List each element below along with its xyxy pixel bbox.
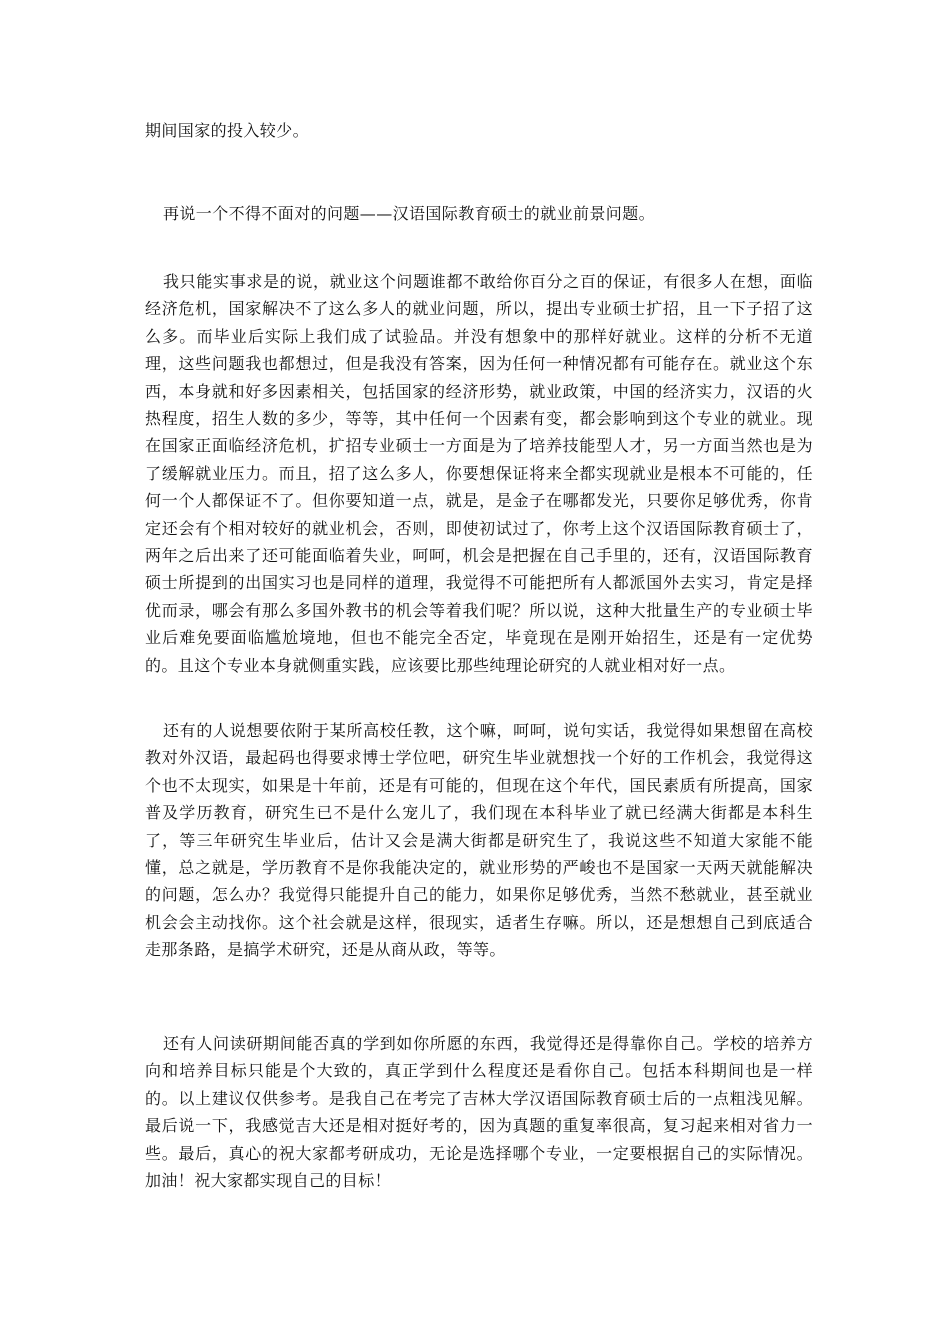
paragraph-employment-prospects: 我只能实事求是的说，就业这个问题谁都不敢给你百分之百的保证，有很多人在想，面临经济危机，国家解决不了这么多人的就业问题，所以，提出专业硕士扩招，且一下子招了这么多。而毕业后实际上我们成了试验品。并没有想象中的那样好就业。这样的分析不无道理，这些问题我也都想过，但是我没有答案，因为任何一种情况都有可能存在。就业这个东西，本身就和好多因素相关，包括国家的经济形势，就业政策，中国的经济实力，汉语的火热程度，招生人数的多少，等等，其中任何一个因素有变，都会影响到这个专业的就业。现在国家正面临经济危机，扩招专业硕士一方面是为了培养技能型人才，另一方面当然也是为了缓解就业压力。而且，招了这么多人，你要想保证将来全都实现就业是根本不可能的，任何一个人都保证不了。但你要知道一点，就是，是金子在哪都发光，只要你足够优秀，你肯定还会有个相对较好的就业机会，否则，即使初试过了，你考上这个汉语国际教育硕士了，两年之后出来了还可能面临着失业，呵呵，机会是把握在自己手里的，还有，汉语国际教育硕士所提到的出国实习也是同样的道理，我觉得不可能把所有人都派国外去实习，肯定是择优而录，哪会有那么多国外教书的机会等着我们呢？所以说，这种大批量生产的专业硕士毕业后难免要面临尴尬境地，但也不能完全否定，毕竟现在是刚开始招生，还是有一定优势的。且这个专业本身就侧重实践，应该要比那些纯理论研究的人就业相对好一点。	[145, 272, 813, 675]
paragraph-continuation: 期间国家的投入较少。	[145, 121, 310, 140]
paragraph-closing-advice: 还有人问读研期间能否真的学到如你所愿的东西，我觉得还是得靠你自己。学校的培养方向和培养目标只能是个大致的，真正学到什么程度还是看你自己。包括本科期间也是一样的。以上建议仅供参考。是我自己在考完了吉林大学汉语国际教育硕士后的一点粗浅见解。最后说一下，我感觉吉大还是相对挺好考的，因为真题的重复率很高，复习起来相对省力一些。最后，真心的祝大家都考研成功，无论是选择哪个专业，一定要根据自己的实际情况。加油！祝大家都实现自己的目标！	[145, 1034, 813, 1191]
paragraph-topic-intro: 再说一个不得不面对的问题——汉语国际教育硕士的就业前景问题。	[163, 204, 656, 223]
paragraph-university-teaching: 还有的人说想要依附于某所高校任教，这个嘛，呵呵，说句实话，我觉得如果想留在高校教对外汉语，最起码也得要求博士学位吧，研究生毕业就想找一个好的工作机会，我觉得这个也不太现实，如果是十年前，还是有可能的，但现在这个年代，国民素质有所提高，国家普及学历教育，研究生已不是什么宠儿了，我们现在本科毕业了就已经满大街都是本科生了，等三年研究生毕业后，估计又会是满大街都是研究生了，我说这些不知道大家能不能懂，总之就是，学历教育不是你我能决定的，就业形势的严峻也不是国家一天两天就能解决的问题，怎么办？我觉得只能提升自己的能力，如果你足够优秀，当然不愁就业，甚至就业机会会主动找你。这个社会就是这样，很现实，适者生存嘛。所以，还是想想自己到底适合走那条路，是搞学术研究，还是从商从政，等等。	[145, 721, 813, 960]
